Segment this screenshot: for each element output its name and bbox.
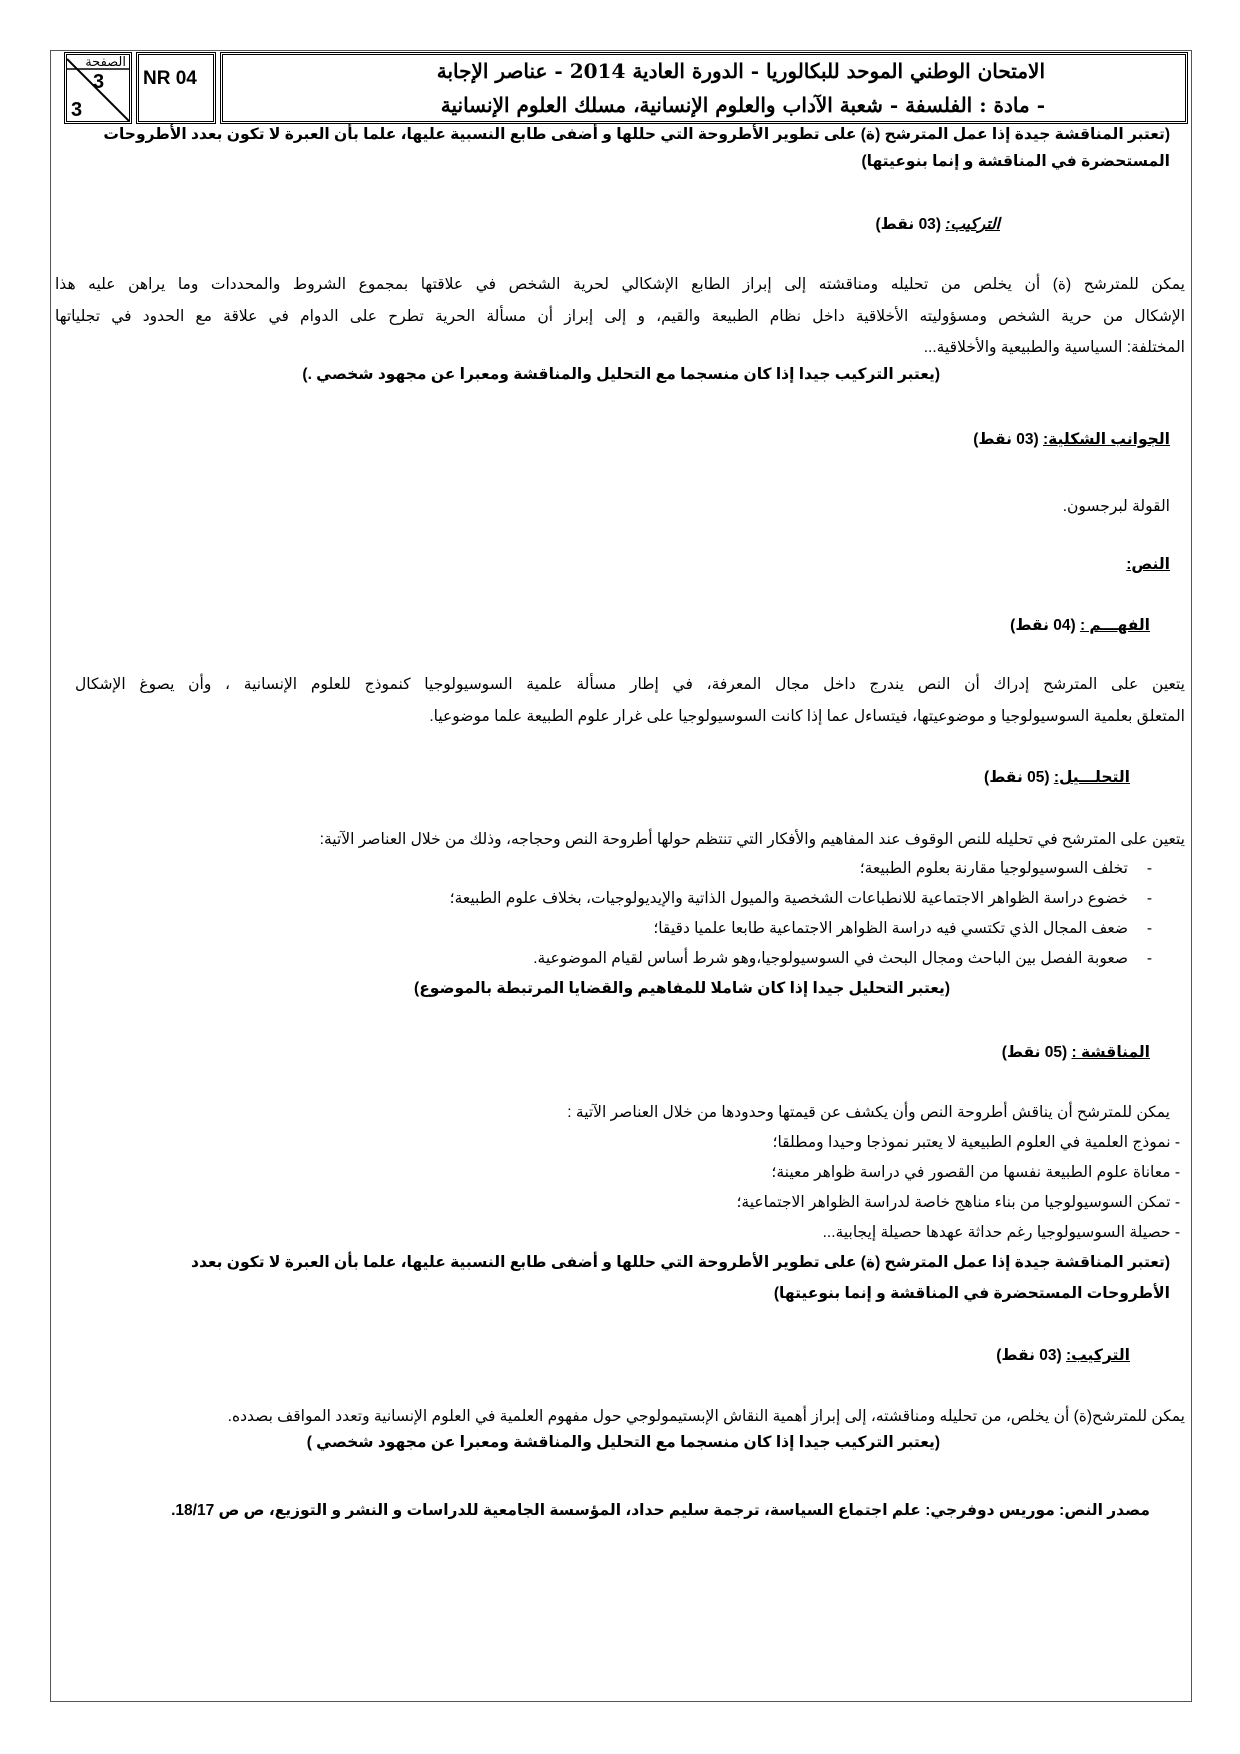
text-heading xyxy=(1126,555,1170,574)
header xyxy=(50,50,1192,128)
title-line-2: - مادة : الفلسفة - شعبة الآداب والعلوم الإنسانية، مسلك العلوم الإنسانية xyxy=(440,93,1045,117)
page-number-box xyxy=(64,52,132,124)
synthesis-line-2: يمكن للمترشح(ة) أن يخلص، من تحليله ومناقشته، إلى إبراز أهمية النقاش الإبستيمولوجي حول مفهوم العلمية في العلوم الإنسانية وتعدد المواقف بصدده. xyxy=(227,1408,1185,1425)
analysis-title: التحلـــيل: xyxy=(1053,769,1130,786)
discussion-note-1: (تعتبر المناقشة جيدة إذا عمل المترشح (ة) على تطوير الأطروحة التي حللها و أضفى طابع النسبية عليها، علما بأن العبرة لا تكون بعدد الأطروحات xyxy=(103,126,1170,143)
synthesis-points-1: (03 نقط) xyxy=(875,216,941,233)
text-title: النص: xyxy=(1126,556,1170,573)
analysis-list xyxy=(450,854,1168,974)
formal-heading xyxy=(973,430,1170,449)
discussion-note-2-cont: الأطروحات المستحضرة في المناقشة و إنما بنوعيتها) xyxy=(773,1285,1170,1302)
discussion-title: المناقشة : xyxy=(1071,1044,1150,1061)
understanding-points: (04 نقط) xyxy=(1010,617,1076,634)
exam-code: NR 04 xyxy=(136,52,216,124)
synthesis-note-2: (يعتبر التركيب جيدا إذا كان منسجما مع التحليل والمناقشة ومعبرا عن مجهود شخصي ) xyxy=(306,1434,940,1451)
list-item: - خضوع دراسة الظواهر الاجتماعية للانطباعات الشخصية والميول الذاتية والإيديولوجيات، بخلاف علوم الطبيعة؛ xyxy=(450,884,1168,914)
discussion-list xyxy=(736,1128,1180,1248)
analysis-points: (05 نقط) xyxy=(984,769,1050,786)
synthesis-line-1c: المختلفة: السياسية والطبيعية والأخلاقية... xyxy=(923,339,1185,356)
discussion-intro: يمكن للمترشح أن يناقش أطروحة النص وأن يكشف عن قيمتها وحدودها من خلال العناصر الآتية : xyxy=(567,1104,1170,1121)
title-line-1: الامتحان الوطني الموحد للبكالوريا - الدورة العادية 2014 - عناصر الإجابة xyxy=(436,59,1045,83)
synthesis-heading-1 xyxy=(876,215,1000,234)
text-source: مصدر النص: موريس دوفرجي: علم اجتماع السياسة، ترجمة سليم حداد، المؤسسة الجامعية للدراسات و النشر و التوزيع، ص ص 18/17. xyxy=(171,1502,1150,1519)
discussion-note-2: (تعتبر المناقشة جيدة إذا عمل المترشح (ة) على تطوير الأطروحة التي حللها و أضفى طابع النسبية عليها، علما بأن العبرة لا تكون بعدد xyxy=(190,1254,1170,1271)
synthesis-points-2: (03 نقط) xyxy=(996,1347,1062,1364)
analysis-intro: يتعين على المترشح في تحليله للنص الوقوف عند المفاهيم والأفكار التي تنتظم حولها أطروحة النص وحجاجه، وذلك من خلال العناصر الآتية: xyxy=(319,831,1185,848)
list-item: - تخلف السوسيولوجيا مقارنة بعلوم الطبيعة؛ xyxy=(450,854,1168,884)
synthesis-note-1: (يعتبر التركيب جيدا إذا كان منسجما مع التحليل والمناقشة ومعبرا عن مجهود شخصي .) xyxy=(302,366,940,383)
list-item: - ضعف المجال الذي تكتسي فيه دراسة الظواهر الاجتماعية طابعا علميا دقيقا؛ xyxy=(450,914,1168,944)
discussion-heading xyxy=(1002,1043,1150,1062)
synthesis-heading-2 xyxy=(996,1346,1130,1365)
list-item: - صعوبة الفصل بين الباحث ومجال البحث في السوسيولوجيا،وهو شرط أساس لقيام الموضوعية. xyxy=(450,944,1168,974)
list-item: - حصيلة السوسيولوجيا رغم حداثة عهدها حصيلة إيجابية... xyxy=(822,1224,1180,1241)
discussion-note-1-cont: المستحضرة في المناقشة و إنما بنوعيتها) xyxy=(861,153,1170,170)
understanding-title: الفهـــم : xyxy=(1079,617,1150,634)
formal-points: (03 نقط) xyxy=(973,431,1039,448)
formal-text: القولة لبرجسون. xyxy=(1062,498,1170,515)
title-box xyxy=(220,52,1188,124)
synthesis-title-2: التركيب: xyxy=(1065,1347,1130,1364)
list-item: - نموذج العلمية في العلوم الطبيعية لا يعتبر نموذجا وحيدا ومطلقا؛ xyxy=(772,1134,1180,1151)
list-item: - معاناة علوم الطبيعة نفسها من القصور في دراسة ظواهر معينة؛ xyxy=(771,1164,1180,1181)
understanding-heading xyxy=(1010,616,1150,635)
page-current: 3 xyxy=(93,71,105,93)
formal-title: الجوانب الشكلية: xyxy=(1042,431,1170,448)
synthesis-line-1a: يمكن للمترشح (ة) أن يخلص من تحليله ومناقشته إلى إبراز الطابع الإشكالي لحرية الشخص في علاقتها بمجموع الشروط والمحددات وما يراهن عليه هذا xyxy=(55,276,1185,293)
discussion-points: (05 نقط) xyxy=(1001,1044,1068,1061)
analysis-note: (يعتبر التحليل جيدا إذا كان شاملا للمفاهيم والقضايا المرتبطة بالموضوع) xyxy=(414,980,950,997)
list-item: - تمكن السوسيولوجيا من بناء مناهج خاصة لدراسة الظواهر الاجتماعية؛ xyxy=(736,1194,1180,1211)
understanding-line-1: يتعين على المترشح إدراك أن النص يندرج داخل مجال المعرفة، في إطار مسألة علمية السوسيولوجيا كنموذج للعلوم الإنسانية ، وأن يصوغ الإشكال xyxy=(75,676,1185,693)
understanding-line-2: المتعلق بعلمية السوسيولوجيا و موضوعيتها، فيتساءل عما إذا كانت السوسيولوجيا على غرار علوم الطبيعة علما موضوعيا. xyxy=(429,708,1185,725)
synthesis-line-1b: الإشكال من حرية الشخص ومسؤوليته الأخلاقية داخل نظام الطبيعة والقيم، و إلى إبراز أن مسألة الحرية تطرح على الدوام في علاقة مع الحدود في تجلياتها xyxy=(55,308,1185,325)
analysis-heading xyxy=(984,768,1130,787)
page-total: 3 xyxy=(71,99,83,121)
synthesis-title-1: التركيب: xyxy=(945,216,1000,233)
page-label: الصفحة xyxy=(85,54,126,69)
